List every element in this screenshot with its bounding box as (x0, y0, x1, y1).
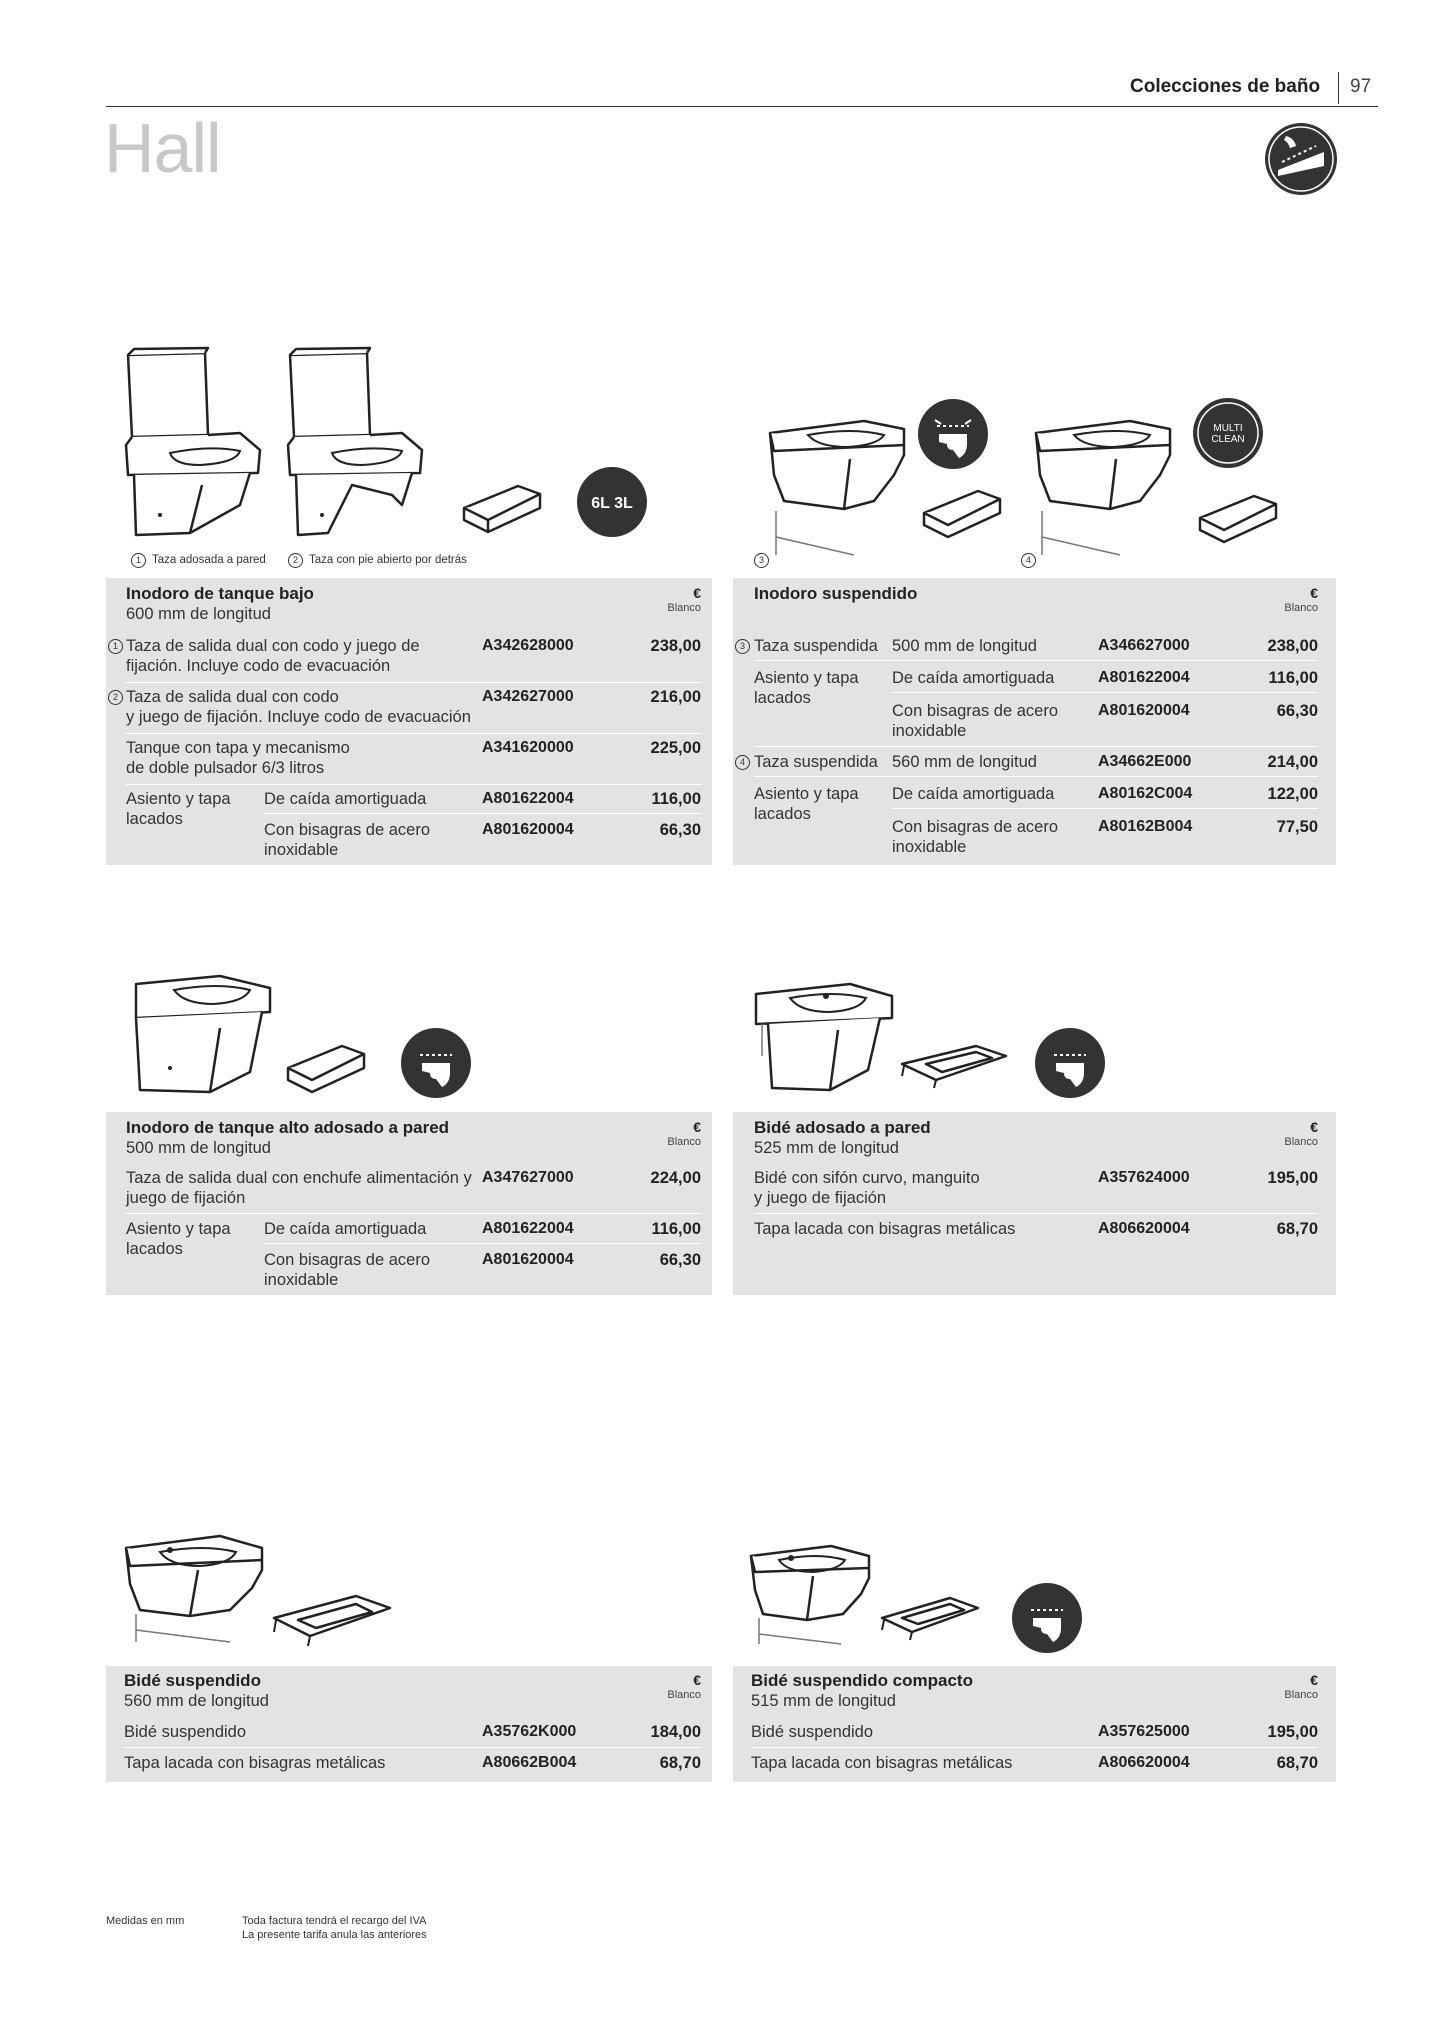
bidet-lid-image (268, 1588, 398, 1648)
panel-subtitle: 515 mm de longitud (751, 1692, 896, 1710)
row-divider (126, 784, 702, 785)
row-divider (892, 808, 1318, 809)
panel-title: Inodoro de tanque alto adosado a pared (126, 1118, 450, 1137)
currency-label: Blanco (1284, 1689, 1318, 1701)
row-label: Taza suspendida (754, 637, 878, 655)
row-code: A347627000 (482, 1169, 574, 1186)
row-code: A342628000 (482, 637, 574, 654)
row-desc: 560 mm de longitud (892, 753, 1037, 771)
row-code: A806620004 (1098, 1220, 1190, 1237)
footer-measures-note: Medidas en mm (106, 1915, 185, 1927)
row-desc: Bidé suspendido (751, 1723, 874, 1741)
row-desc: Taza de salida dual con codo y juego de fijación. Incluye codo de evacuación (126, 688, 471, 726)
row-divider (264, 1243, 702, 1244)
caption-open-back: Taza con pie abierto por detrás (309, 554, 467, 566)
row-price: 216,00 (650, 688, 701, 706)
row-price: 116,00 (651, 790, 701, 808)
caption-number: 4 (1021, 553, 1036, 568)
water-saving-6l-3l-icon (576, 466, 648, 538)
row-code: A801620004 (482, 821, 574, 838)
row-divider (754, 1213, 1318, 1214)
panel-title: Inodoro de tanque bajo (126, 584, 314, 603)
row-price: 195,00 (1267, 1169, 1318, 1187)
row-divider (754, 660, 1318, 661)
row-desc: Con bisagras de acero inoxidable (264, 821, 431, 859)
panel-title: Bidé adosado a pared (754, 1118, 931, 1137)
row-desc: 500 mm de longitud (892, 637, 1037, 655)
row-divider (754, 746, 1318, 747)
currency-symbol: € (1310, 585, 1318, 601)
row-code: A80662B004 (482, 1754, 577, 1771)
row-code: A80162C004 (1098, 785, 1193, 802)
currency-label: Blanco (667, 1689, 701, 1701)
back-to-wall-bidet-image (750, 978, 900, 1108)
compact-wall-hung-bidet-image (745, 1540, 875, 1650)
row-code: A342627000 (482, 688, 574, 705)
row-price: 66,30 (659, 1251, 701, 1269)
row-price: 116,00 (1268, 669, 1318, 687)
wall-hung-toilet-2-image (1030, 415, 1180, 560)
row-price: 77,50 (1276, 818, 1318, 836)
row-price: 238,00 (1267, 637, 1318, 655)
wall-hung-toilet-1-image (764, 415, 914, 560)
row-price: 66,30 (659, 821, 701, 839)
row-price: 122,00 (1267, 785, 1318, 803)
collection-title: Hall (104, 109, 221, 187)
row-code: A80162B004 (1098, 818, 1193, 835)
row-divider (264, 813, 702, 814)
seat-label: Asiento y tapa lacados (754, 785, 859, 823)
caption-number: 1 (131, 553, 146, 568)
panel-title: Bidé suspendido (124, 1671, 261, 1690)
row-code: A801622004 (482, 790, 574, 807)
svg-text:6L 3L: 6L 3L (591, 495, 633, 512)
footer-legal-note: Toda factura tendrá el recargo del IVA La presente tarifa anula las anteriores (242, 1915, 427, 1941)
row-desc: Bidé suspendido (124, 1723, 247, 1741)
panel-title: Inodoro suspendido (754, 584, 918, 603)
row-divider (754, 776, 1318, 777)
panel-subtitle: 500 mm de longitud (126, 1139, 271, 1157)
panel-subtitle: 600 mm de longitud (126, 605, 271, 623)
hand-spray-icon (1264, 122, 1338, 196)
row-price: 224,00 (650, 1169, 701, 1187)
toilet-seat-image (1196, 490, 1286, 550)
row-desc: De caída amortiguada (892, 669, 1055, 687)
currency-label: Blanco (667, 1136, 701, 1148)
row-desc: Tanque con tapa y mecanismo de doble pulsador 6/3 litros (126, 739, 350, 777)
row-divider (126, 733, 702, 734)
row-divider (892, 692, 1318, 693)
row-desc: Con bisagras de acero inoxidable (264, 1251, 431, 1289)
row-desc: De caída amortiguada (264, 790, 427, 808)
panel-subtitle: 560 mm de longitud (124, 1692, 269, 1710)
row-label: Taza suspendida (754, 753, 878, 771)
row-desc: Tapa lacada con bisagras metálicas (751, 1754, 1013, 1772)
compact-flush-icon (917, 398, 989, 470)
seat-label: Asiento y tapa lacados (126, 1220, 231, 1258)
row-code: A357625000 (1098, 1723, 1190, 1740)
header-rule (106, 106, 1378, 107)
bidet-lid-image (896, 1040, 1016, 1090)
toilet-close-coupled-2-image (282, 345, 432, 545)
page-number: 97 (1350, 76, 1372, 97)
row-number: 3 (735, 639, 750, 654)
row-code: A801622004 (482, 1220, 574, 1237)
panel-title: Bidé suspendido compacto (751, 1671, 973, 1690)
svg-text:CLEAN: CLEAN (1211, 434, 1245, 445)
currency-label: Blanco (1284, 1136, 1318, 1148)
row-desc: Con bisagras de acero inoxidable (892, 702, 1059, 740)
row-price: 214,00 (1267, 753, 1318, 771)
row-price: 195,00 (1267, 1723, 1318, 1741)
svg-text:MULTI: MULTI (1213, 423, 1243, 434)
currency-label: Blanco (667, 602, 701, 614)
currency-symbol: € (693, 1119, 701, 1135)
compact-flush-icon (400, 1027, 472, 1099)
panel-subtitle: 525 mm de longitud (754, 1139, 899, 1157)
row-code: A34662E000 (1098, 753, 1192, 770)
row-number: 1 (108, 639, 123, 654)
seat-label: Asiento y tapa lacados (126, 790, 231, 828)
row-divider (751, 1747, 1318, 1748)
row-desc: Bidé con sifón curvo, manguito y juego de fijación (754, 1169, 980, 1207)
row-desc: De caída amortiguada (892, 785, 1055, 803)
caption-number: 2 (288, 553, 303, 568)
caption-number: 3 (754, 553, 769, 568)
row-desc: Tapa lacada con bisagras metálicas (754, 1220, 1016, 1238)
row-code: A801620004 (482, 1251, 574, 1268)
row-price: 68,70 (1276, 1754, 1318, 1772)
caption-wall-back: Taza adosada a pared (152, 554, 266, 566)
row-code: A357624000 (1098, 1169, 1190, 1186)
row-desc: Tapa lacada con bisagras metálicas (124, 1754, 386, 1772)
toilet-close-coupled-1-image (120, 345, 270, 545)
row-price: 68,70 (659, 1754, 701, 1772)
row-divider (126, 1213, 702, 1214)
row-desc: De caída amortiguada (264, 1220, 427, 1238)
row-price: 184,00 (650, 1723, 701, 1741)
section-title: Colecciones de baño (1130, 76, 1321, 97)
currency-symbol: € (693, 585, 701, 601)
row-code: A801620004 (1098, 702, 1190, 719)
currency-symbol: € (1310, 1672, 1318, 1688)
bidet-lid-image (876, 1592, 986, 1642)
row-price: 68,70 (1276, 1220, 1318, 1238)
toilet-seat-image (284, 1040, 374, 1100)
wall-hung-bidet-image (120, 1530, 270, 1645)
compact-flush-icon (1034, 1027, 1106, 1099)
row-desc: Taza de salida dual con enchufe alimentación y juego de fijación (126, 1169, 472, 1207)
row-desc: Taza de salida dual con codo y juego de fijación. Incluye codo de evacuación (126, 637, 420, 675)
row-code: A35762K000 (482, 1723, 577, 1740)
row-code: A806620004 (1098, 1754, 1190, 1771)
currency-symbol: € (1310, 1119, 1318, 1135)
row-price: 238,00 (650, 637, 701, 655)
row-code: A341620000 (482, 739, 574, 756)
row-divider (126, 682, 702, 683)
compact-flush-icon (1011, 1582, 1083, 1654)
row-code: A801622004 (1098, 669, 1190, 686)
row-price: 116,00 (651, 1220, 701, 1238)
multiclean-icon (1192, 397, 1264, 469)
toilet-seat-image (920, 485, 1010, 545)
seat-label: Asiento y tapa lacados (754, 669, 859, 707)
row-code: A346627000 (1098, 637, 1190, 654)
toilet-seat-image (460, 480, 550, 540)
header-divider (1338, 72, 1339, 104)
row-divider (124, 1747, 702, 1748)
currency-label: Blanco (1284, 602, 1318, 614)
row-price: 225,00 (650, 739, 701, 757)
row-number: 2 (108, 690, 123, 705)
row-desc: Con bisagras de acero inoxidable (892, 818, 1059, 856)
back-to-wall-toilet-image (130, 972, 280, 1102)
row-number: 4 (735, 755, 750, 770)
row-price: 66,30 (1276, 702, 1318, 720)
currency-symbol: € (693, 1672, 701, 1688)
